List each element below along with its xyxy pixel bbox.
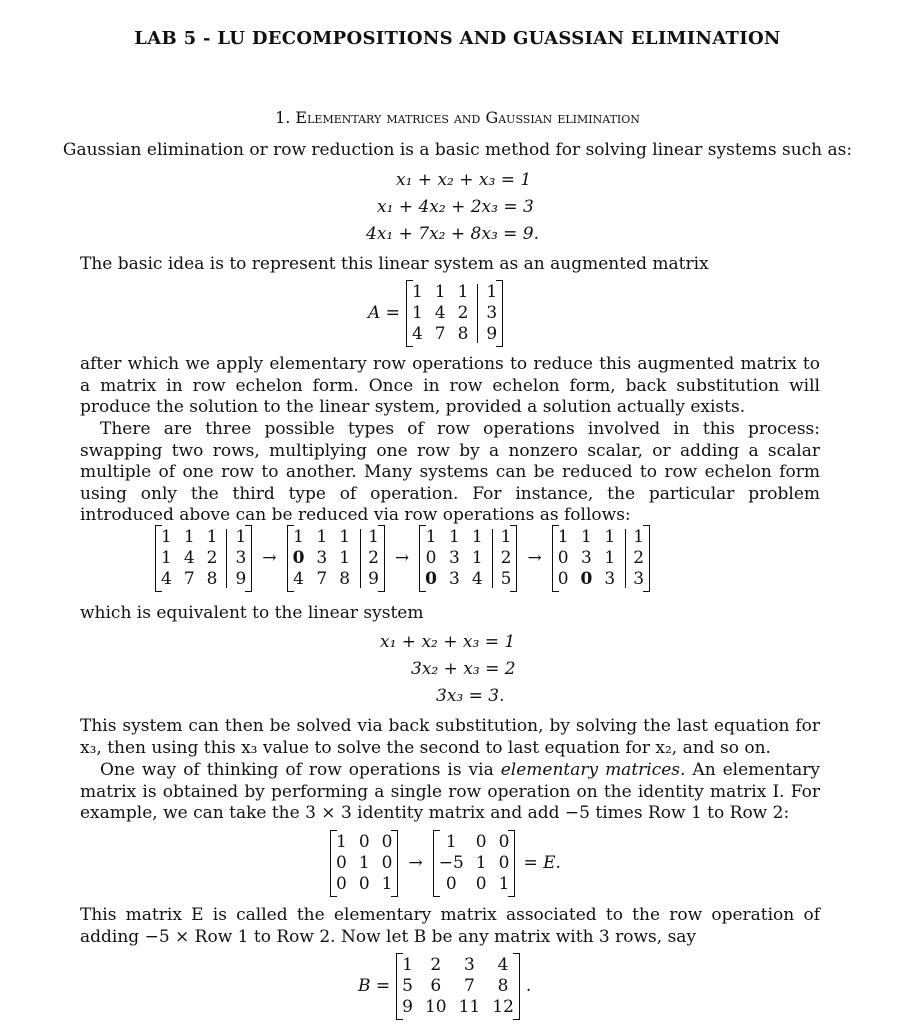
matrix-cell: 1 <box>471 527 483 547</box>
matrix-cell: 3 <box>448 569 460 589</box>
matrix-cell: 0 <box>425 548 437 568</box>
matrix-a <box>406 280 503 347</box>
matrix-cell: 8 <box>497 976 509 996</box>
matrix-cell: 7 <box>183 569 195 589</box>
matrix-cell: 11 <box>458 997 481 1017</box>
bracket-left <box>433 830 440 897</box>
matrix-cell: 0 <box>580 569 593 589</box>
page-title: LAB 5 - LU DECOMPOSITIONS AND GUASSIAN ELIMINATION <box>134 28 781 49</box>
bracket-left <box>155 525 162 592</box>
matrix-cell: 1 <box>471 548 483 568</box>
reduction-matrix-1 <box>155 525 252 592</box>
matrix-cell: 0 <box>336 853 347 873</box>
matrix-cell: 0 <box>445 874 457 894</box>
matrix-cell: 3 <box>604 569 616 589</box>
matrix-cell: 1 <box>411 282 423 302</box>
eq-e-label: = E. <box>523 852 561 873</box>
bracket-right <box>391 830 398 897</box>
matrix-cell: 1 <box>411 303 423 323</box>
reduction-arrow: → <box>527 547 542 568</box>
augment-bar <box>492 529 493 588</box>
matrix-cell: 0 <box>336 874 347 894</box>
matrix-cell: 1 <box>581 527 592 547</box>
matrix-cell: 2 <box>633 548 645 568</box>
matrix-cell: 2 <box>368 548 379 568</box>
matrix-cell: 1 <box>368 527 379 547</box>
matrix-cell: 5 <box>402 976 413 996</box>
matrix-b-suffix: . <box>525 975 532 996</box>
matrix-cell: 1 <box>316 527 328 547</box>
paragraph-equivalent: which is equivalent to the linear system <box>80 603 424 623</box>
matrix-cell: 4 <box>411 324 423 344</box>
matrix-cell: 2 <box>500 548 512 568</box>
matrix-cell: 1 <box>500 527 512 547</box>
system-2-eq-1: x₁ + x₂ + x₃ = 1 <box>380 632 516 652</box>
matrix-cell: 1 <box>445 832 457 852</box>
matrix-cell: 4 <box>293 569 304 589</box>
elementary-example <box>330 830 561 897</box>
p7-part-a: One way of thinking of row operations is via <box>100 760 501 780</box>
reduction-matrix-3 <box>419 525 517 592</box>
matrix-cell: 0 <box>498 832 510 852</box>
matrix-b-label: B = <box>358 975 391 996</box>
matrix-cell: 0 <box>475 832 487 852</box>
matrix-cell: 1 <box>448 527 460 547</box>
augment-bar <box>477 284 478 343</box>
bracket-left <box>287 525 294 592</box>
bracket-right <box>496 280 503 347</box>
bracket-left <box>396 953 403 1020</box>
bracket-right <box>513 953 520 1020</box>
matrix-cell: 4 <box>471 569 483 589</box>
matrix-cell: 4 <box>161 569 172 589</box>
matrix-cell: 4 <box>434 303 446 323</box>
matrix-cell: 0 <box>557 548 569 568</box>
matrix-cell: 1 <box>339 527 351 547</box>
system-2-eq-3: 3x₃ = 3. <box>436 686 505 706</box>
matrix-cell: 1 <box>381 874 393 894</box>
elementary-matrix <box>433 830 516 897</box>
reduction-matrix-2 <box>287 525 385 592</box>
matrix-cell: 1 <box>293 527 304 547</box>
matrix-cell: 3 <box>486 303 498 323</box>
matrix-cell: 3 <box>464 955 475 975</box>
matrix-cell: 10 <box>424 997 447 1017</box>
matrix-cell: 2 <box>206 548 218 568</box>
matrix-cell: 1 <box>604 548 616 568</box>
system-1-eq-1: x₁ + x₂ + x₃ = 1 <box>396 170 532 190</box>
matrix-cell: 1 <box>633 527 645 547</box>
section-heading: 1. Elementary matrices and Gaussian elimination <box>275 108 640 127</box>
bracket-right <box>245 525 252 592</box>
matrix-cell: 7 <box>434 324 446 344</box>
paragraph-elementary-matrices <box>80 760 820 825</box>
matrix-cell: 2 <box>457 303 469 323</box>
matrix-cell: 1 <box>557 527 569 547</box>
matrix-a-block <box>368 280 503 347</box>
bracket-right <box>508 830 515 897</box>
matrix-cell: 8 <box>339 569 351 589</box>
matrix-cell: 0 <box>358 832 370 852</box>
system-1-eq-2: x₁ + 4x₂ + 2x₃ = 3 <box>377 197 534 217</box>
augment-bar <box>360 529 361 588</box>
matrix-cell: 1 <box>425 527 437 547</box>
matrix-b <box>396 953 520 1020</box>
matrix-cell: 0 <box>557 569 569 589</box>
paragraph-echelon: after which we apply elementary row operations to reduce this augmented matrix to a matrix in row echelon form. Once in row echelon form, back substitution will produce the solution to the linear system, provided a solution actually exists. <box>80 354 820 417</box>
matrix-cell: 0 <box>292 548 305 568</box>
augment-bar <box>226 529 227 588</box>
matrix-cell: 12 <box>492 997 514 1017</box>
matrix-cell: 9 <box>402 997 413 1017</box>
matrix-b-block <box>358 953 531 1020</box>
matrix-cell: 3 <box>235 548 247 568</box>
matrix-cell: 1 <box>434 282 446 302</box>
system-1-eq-3: 4x₁ + 7x₂ + 8x₃ = 9. <box>366 224 540 244</box>
matrix-cell: 7 <box>464 976 475 996</box>
matrix-cell: 0 <box>498 853 510 873</box>
matrix-cell: 1 <box>235 527 247 547</box>
matrix-cell: 1 <box>486 282 498 302</box>
matrix-cell: 1 <box>336 832 347 852</box>
matrix-cell: 9 <box>368 569 379 589</box>
reduction-arrow: → <box>394 547 410 568</box>
matrix-cell: 3 <box>581 548 592 568</box>
matrix-cell: 1 <box>457 282 469 302</box>
matrix-cell: 6 <box>430 976 442 996</box>
matrix-cell: 1 <box>475 853 487 873</box>
paragraph-matrix-e: This matrix E is called the elementary matrix associated to the row operation of adding −5 × Row 1 to Row 2. Now let B be any matrix with 3 rows, say <box>80 905 820 947</box>
matrix-cell: 1 <box>402 955 413 975</box>
paragraph-row-operations: There are three possible types of row operations involved in this process: swapping two rows, multiplying one row by a nonzero scalar, or adding a scalar multiple of one row to another. Many systems can be reduced to row echelon form using only the third type of operation. For instance, the particular problem introduced above can be reduced via row operations as follows: <box>80 419 820 525</box>
matrix-a-label: A = <box>368 302 400 323</box>
matrix-cell: 1 <box>358 853 370 873</box>
augment-bar <box>625 529 626 588</box>
paragraph-augmented: The basic idea is to represent this linear system as an augmented matrix <box>80 254 709 274</box>
matrix-cell: 1 <box>339 548 351 568</box>
matrix-cell: 5 <box>500 569 512 589</box>
bracket-right <box>643 525 650 592</box>
matrix-cell: 8 <box>206 569 218 589</box>
matrix-cell: −5 <box>438 853 464 873</box>
matrix-cell: 3 <box>316 548 328 568</box>
matrix-cell: 1 <box>161 527 172 547</box>
matrix-cell: 8 <box>457 324 469 344</box>
matrix-cell: 3 <box>633 569 645 589</box>
matrix-cell: 1 <box>206 527 218 547</box>
bracket-right <box>378 525 385 592</box>
reduction-matrix-4 <box>552 525 650 592</box>
matrix-cell: 4 <box>497 955 509 975</box>
matrix-cell: 3 <box>448 548 460 568</box>
matrix-cell: 4 <box>183 548 195 568</box>
matrix-cell: 9 <box>235 569 247 589</box>
p7-part-b: An elementary matrix is obtained by performing a single row operation on the identity matrix I. For example, we can take the 3 × 3 identity matrix and add −5 times Row 1 to Row 2: <box>80 760 821 823</box>
bracket-left <box>406 280 413 347</box>
matrix-cell: 1 <box>161 548 172 568</box>
system-2-eq-2: 3x₂ + x₃ = 2 <box>411 659 516 679</box>
bracket-left <box>330 830 337 897</box>
matrix-cell: 2 <box>430 955 442 975</box>
matrix-cell: 1 <box>183 527 195 547</box>
reduction-arrow: → <box>262 547 277 568</box>
matrix-cell: 1 <box>604 527 616 547</box>
bracket-right <box>510 525 517 592</box>
matrix-cell: 1 <box>498 874 510 894</box>
identity-matrix <box>330 830 398 897</box>
bracket-left <box>552 525 559 592</box>
reduction-sequence <box>155 525 650 592</box>
bracket-left <box>419 525 426 592</box>
paragraph-intro: Gaussian elimination or row reduction is a basic method for solving linear systems such as: <box>62 140 853 160</box>
paragraph-back-substitution: This system can then be solved via back substitution, by solving the last equation for x₃, then using this x₃ value to solve the second to last equation for x₂, and so on. <box>80 716 820 758</box>
arrow: → <box>408 852 423 873</box>
matrix-cell: 0 <box>381 832 393 852</box>
p7-emphasis: elementary matrices. <box>500 760 686 780</box>
matrix-cell: 0 <box>358 874 370 894</box>
matrix-cell: 9 <box>486 324 498 344</box>
matrix-cell: 0 <box>425 569 437 589</box>
matrix-cell: 7 <box>316 569 328 589</box>
matrix-cell: 0 <box>475 874 487 894</box>
matrix-cell: 0 <box>381 853 393 873</box>
